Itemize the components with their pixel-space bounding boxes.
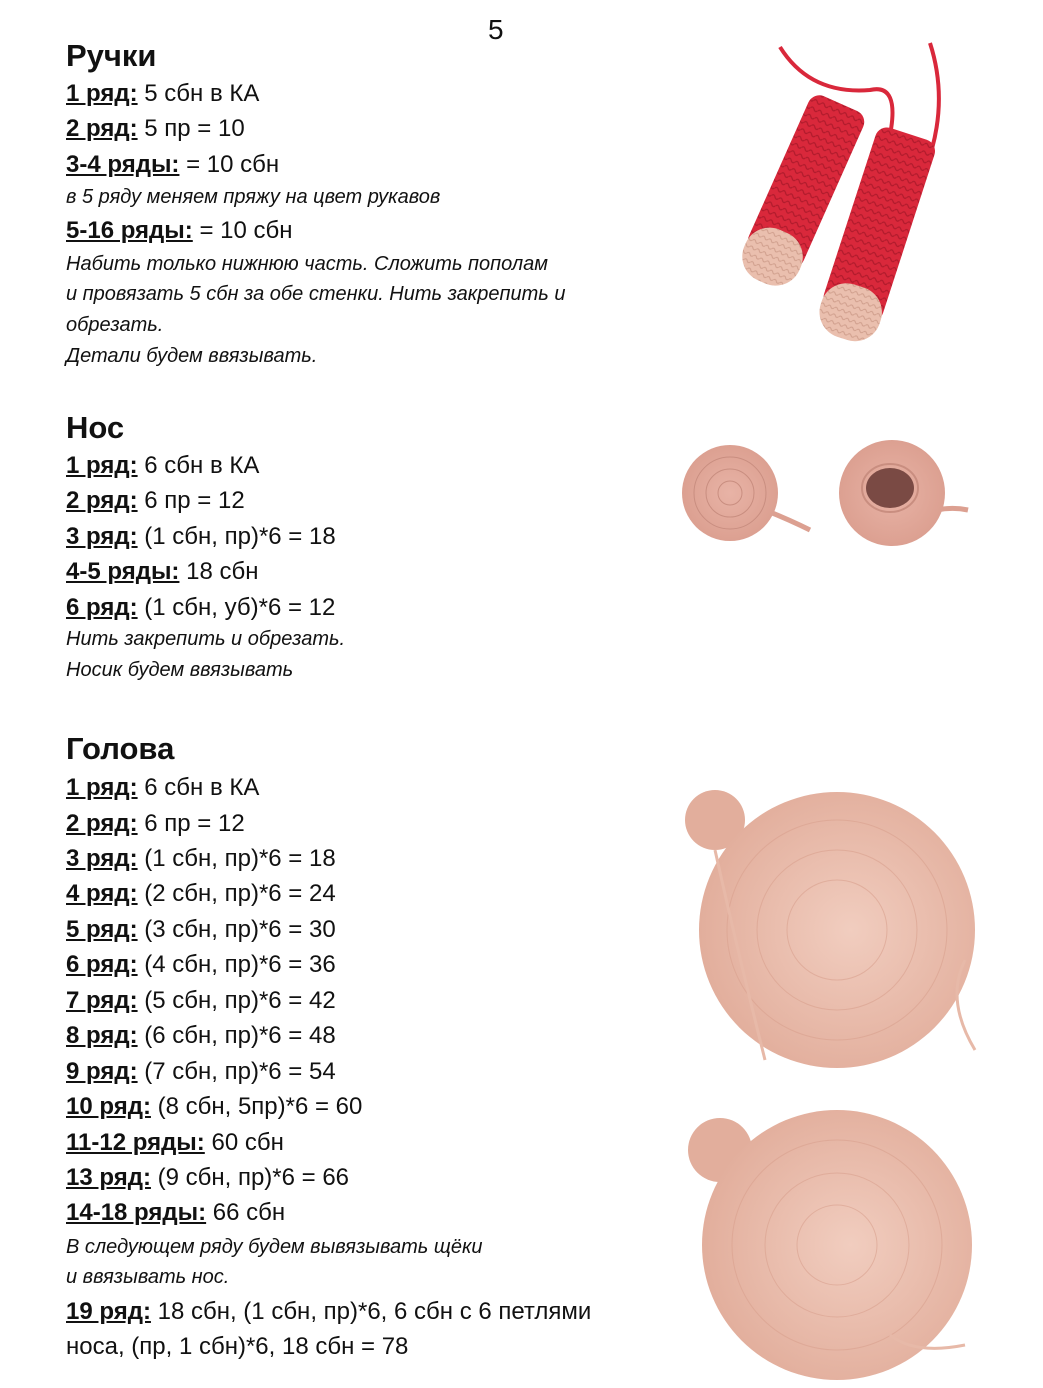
arms-row-2: 2 ряд: 5 пр = 10: [66, 115, 245, 142]
head-row-10: 10 ряд: (8 сбн, 5пр)*6 = 60: [66, 1093, 363, 1120]
arms-note-attach: Детали будем ввязывать.: [66, 345, 318, 367]
head-row-19: 19 ряд: 18 сбн, (1 сбн, пр)*6, 6 сбн с 6 петлями: [66, 1298, 592, 1325]
head-row-7: 7 ряд: (5 сбн, пр)*6 = 42: [66, 987, 336, 1014]
head-row-13: 13 ряд: (9 сбн, пр)*6 = 66: [66, 1164, 350, 1191]
arms-note-cut: обрезать.: [66, 314, 164, 336]
arms-row-5-16: 5-16 ряды: = 10 сбн: [66, 217, 293, 244]
arms-row-1: 1 ряд: 5 сбн в КА: [66, 80, 260, 107]
arms-note-stuff: Набить только нижнюю часть. Сложить пополам: [66, 253, 548, 275]
head-row-9: 9 ряд: (7 сбн, пр)*6 = 54: [66, 1058, 336, 1085]
head-row-8: 8 ряд: (6 сбн, пр)*6 = 48: [66, 1022, 336, 1049]
nose-row-3: 3 ряд: (1 сбн, пр)*6 = 18: [66, 523, 336, 550]
section-title-arms: Ручки: [66, 38, 157, 73]
head-row-5: 5 ряд: (3 сбн, пр)*6 = 30: [66, 916, 336, 943]
head-photo-2: [675, 1085, 980, 1385]
section-title-head: Голова: [66, 731, 175, 766]
head-row-19-cont: носа, (пр, 1 сбн)*6, 18 сбн = 78: [66, 1333, 409, 1360]
nose-row-6: 6 ряд: (1 сбн, уб)*6 = 12: [66, 594, 336, 621]
arms-note-join: и провязать 5 сбн за обе стенки. Нить закрепить и: [66, 283, 566, 305]
nose-note-attach: Носик будем ввязывать: [66, 659, 294, 681]
head-row-14-18: 14-18 ряды: 66 сбн: [66, 1199, 286, 1226]
nose-photo: [670, 430, 990, 560]
head-row-1: 1 ряд: 6 сбн в КА: [66, 774, 260, 801]
arms-row-3-4: 3-4 ряды: = 10 сбн: [66, 151, 280, 178]
arms-photo: [670, 35, 990, 360]
head-photo-1: [675, 780, 980, 1070]
arms-note-yarn: в 5 ряду меняем пряжу на цвет рукавов: [66, 186, 441, 208]
head-row-6: 6 ряд: (4 сбн, пр)*6 = 36: [66, 951, 336, 978]
nose-row-1: 1 ряд: 6 сбн в КА: [66, 452, 260, 479]
nose-row-4-5: 4-5 ряды: 18 сбн: [66, 558, 259, 585]
head-row-4: 4 ряд: (2 сбн, пр)*6 = 24: [66, 880, 336, 907]
head-note-nose: и ввязывать нос.: [66, 1266, 230, 1288]
page-number: 5: [488, 14, 504, 45]
head-row-2: 2 ряд: 6 пр = 12: [66, 810, 245, 837]
head-note-cheeks: В следующем ряду будем вывязывать щёки: [66, 1236, 483, 1258]
nose-note-cut: Нить закрепить и обрезать.: [66, 628, 346, 650]
section-title-nose: Нос: [66, 410, 125, 445]
head-row-11-12: 11-12 ряды: 60 сбн: [66, 1129, 284, 1156]
head-row-3: 3 ряд: (1 сбн, пр)*6 = 18: [66, 845, 336, 872]
nose-row-2: 2 ряд: 6 пр = 12: [66, 487, 245, 514]
